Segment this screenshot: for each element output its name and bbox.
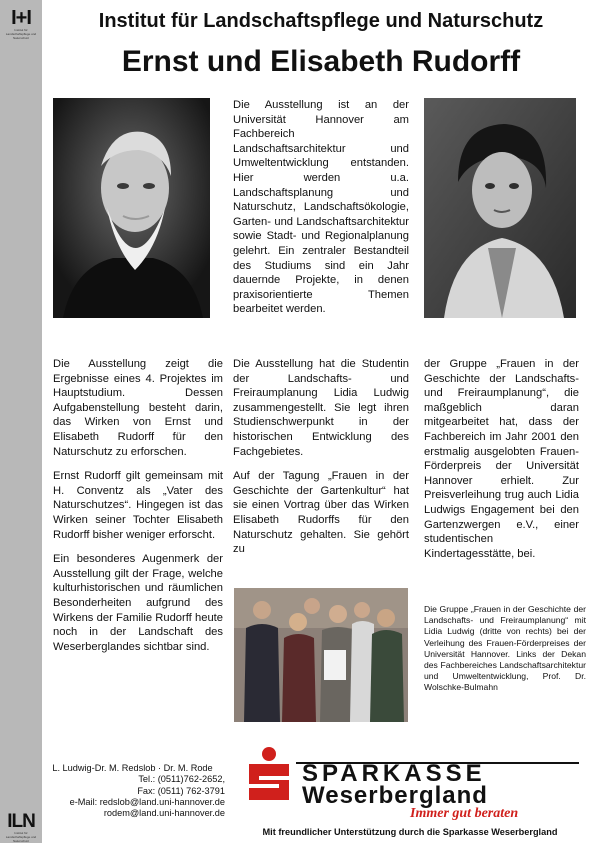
- paragraph: der Gruppe „Frauen in der Geschichte der Landschafts- und Freiraumplanung“, die maßgeblich daran mitgearbeitet hat, dass der Fachbereich im Jahr 2001 den erstmalig ausgelobten Frauen-Förderpreis der Universität Hannover erhielt. Zur Preisverleihung trug auch Lidia Ludwigs Engagement bei den Gartenzwergen e.V., einer studentischen Kindertagesstätte, bei.: [424, 358, 579, 560]
- group-photo: [234, 588, 408, 722]
- contact-email[interactable]: e-Mail: redslob@land.uni-hannover.de: [69, 796, 225, 807]
- contact-tel: Tel.: (0511)762-2652,: [138, 774, 225, 785]
- sparkasse-region: Weserbergland: [302, 782, 488, 809]
- contact-fax: Fax: (0511) 762-3791: [137, 785, 225, 796]
- contact-names: L. Ludwig-Dr. M. Redslob · Dr. M. Rode: [52, 763, 213, 773]
- photo-caption: Die Gruppe „Frauen in der Geschichte der Landschafts- und Freiraumplanung“ mit Lidia Ludwig (dritte von rechts) bei der Verleihung des Frauen-Förderpreises der Universität Hannover. Links der Dekan des Fachbereiches Landschaftsarchitektur und Umweltentwicklung, Prof. Dr. Wolschke-Bulmahn: [424, 604, 586, 693]
- paragraph: Ein besonderes Augenmerk der Ausstellung gilt der Frage, welche kulturhistorischen und räumlichen Besonderheiten aufgrund des Wirkens der Familie Rudorff heute noch in der Landschaft des Weserberglandes sichtbar sind.: [53, 553, 223, 653]
- logo-subtitle: Institut für Landschaftspflege und Naturschutz: [5, 28, 37, 40]
- ernst-rudorff-portrait: [53, 98, 210, 318]
- institute-heading: Institut für Landschaftspflege und Naturschutz: [98, 10, 544, 32]
- page-title: Ernst und Elisabeth Rudorff: [121, 45, 521, 78]
- logo-subtitle: Institut für Landschaftspflege und Naturschutz: [5, 831, 37, 843]
- paragraph: Die Ausstellung hat die Studentin der Landschafts- und Freiraumplanung Lidia Ludwig zusammengestellt. Sie legt ihren Studienschwerpunkt in der historischen Entwicklung des Fachgebietes.: [233, 358, 409, 458]
- intro-text: Die Ausstellung ist an der Universität Hannover am Fachbereich Landschaftsarchitektur und Umweltentwicklung entstanden. Hier werden u.a. Landschaftsplanung und Naturschutz, Landschaftsökologie, Garten- und Landschaftsarchitektur sowie Stadt- und Regionalplanung gelehrt. Ein zentraler Bestandteil des Studiums sind ein Jahr dauernde Projekte, in denen praxisorientierte Themen bearbeitet werden.: [233, 99, 409, 316]
- institute-logo-top: [2, 8, 40, 40]
- text-column-1: [53, 357, 223, 664]
- sponsor-credit: Mit freundlicher Unterstützung durch die Sparkasse Weserbergland: [262, 827, 558, 837]
- text-column-3: [424, 357, 579, 571]
- contact-block: [40, 763, 225, 819]
- logo-mark: I+I: [11, 7, 31, 29]
- contact-email[interactable]: rodem@land.uni-hannover.de: [103, 808, 225, 819]
- sparkasse-name: SPARKASSE: [302, 760, 486, 787]
- paragraph: Die Ausstellung zeigt die Ergebnisse eines 4. Projektes im Hauptstudium. Dessen Aufgabenstellung besteht darin, das Wirken von Ernst und Elisabeth Rudorff für den Naturschutz zu erforschen.: [53, 358, 223, 458]
- paragraph: Auf der Tagung „Frauen in der Geschichte der Gartenkultur“ hat sie einen Vortrag über das Wirken Elisabeth Rudorffs für den Naturschutz gehalten. Sie gehört zu: [233, 470, 409, 556]
- logo-mark: ILN: [7, 811, 35, 832]
- paragraph: Ernst Rudorff gilt gemeinsam mit H. Conventz als „Vater des Naturschutzes“. Hingegen ist das Wirken seiner Tochter Elisabeth Rudorff bisher weniger erforscht.: [53, 470, 223, 541]
- text-column-2: [233, 357, 409, 567]
- left-sidebar-band: [0, 0, 42, 843]
- sparkasse-slogan: Immer gut beraten: [410, 806, 519, 821]
- elisabeth-rudorff-portrait: [424, 98, 576, 318]
- sparkasse-logo-icon: [245, 746, 293, 800]
- iln-logo-bottom: [2, 812, 40, 843]
